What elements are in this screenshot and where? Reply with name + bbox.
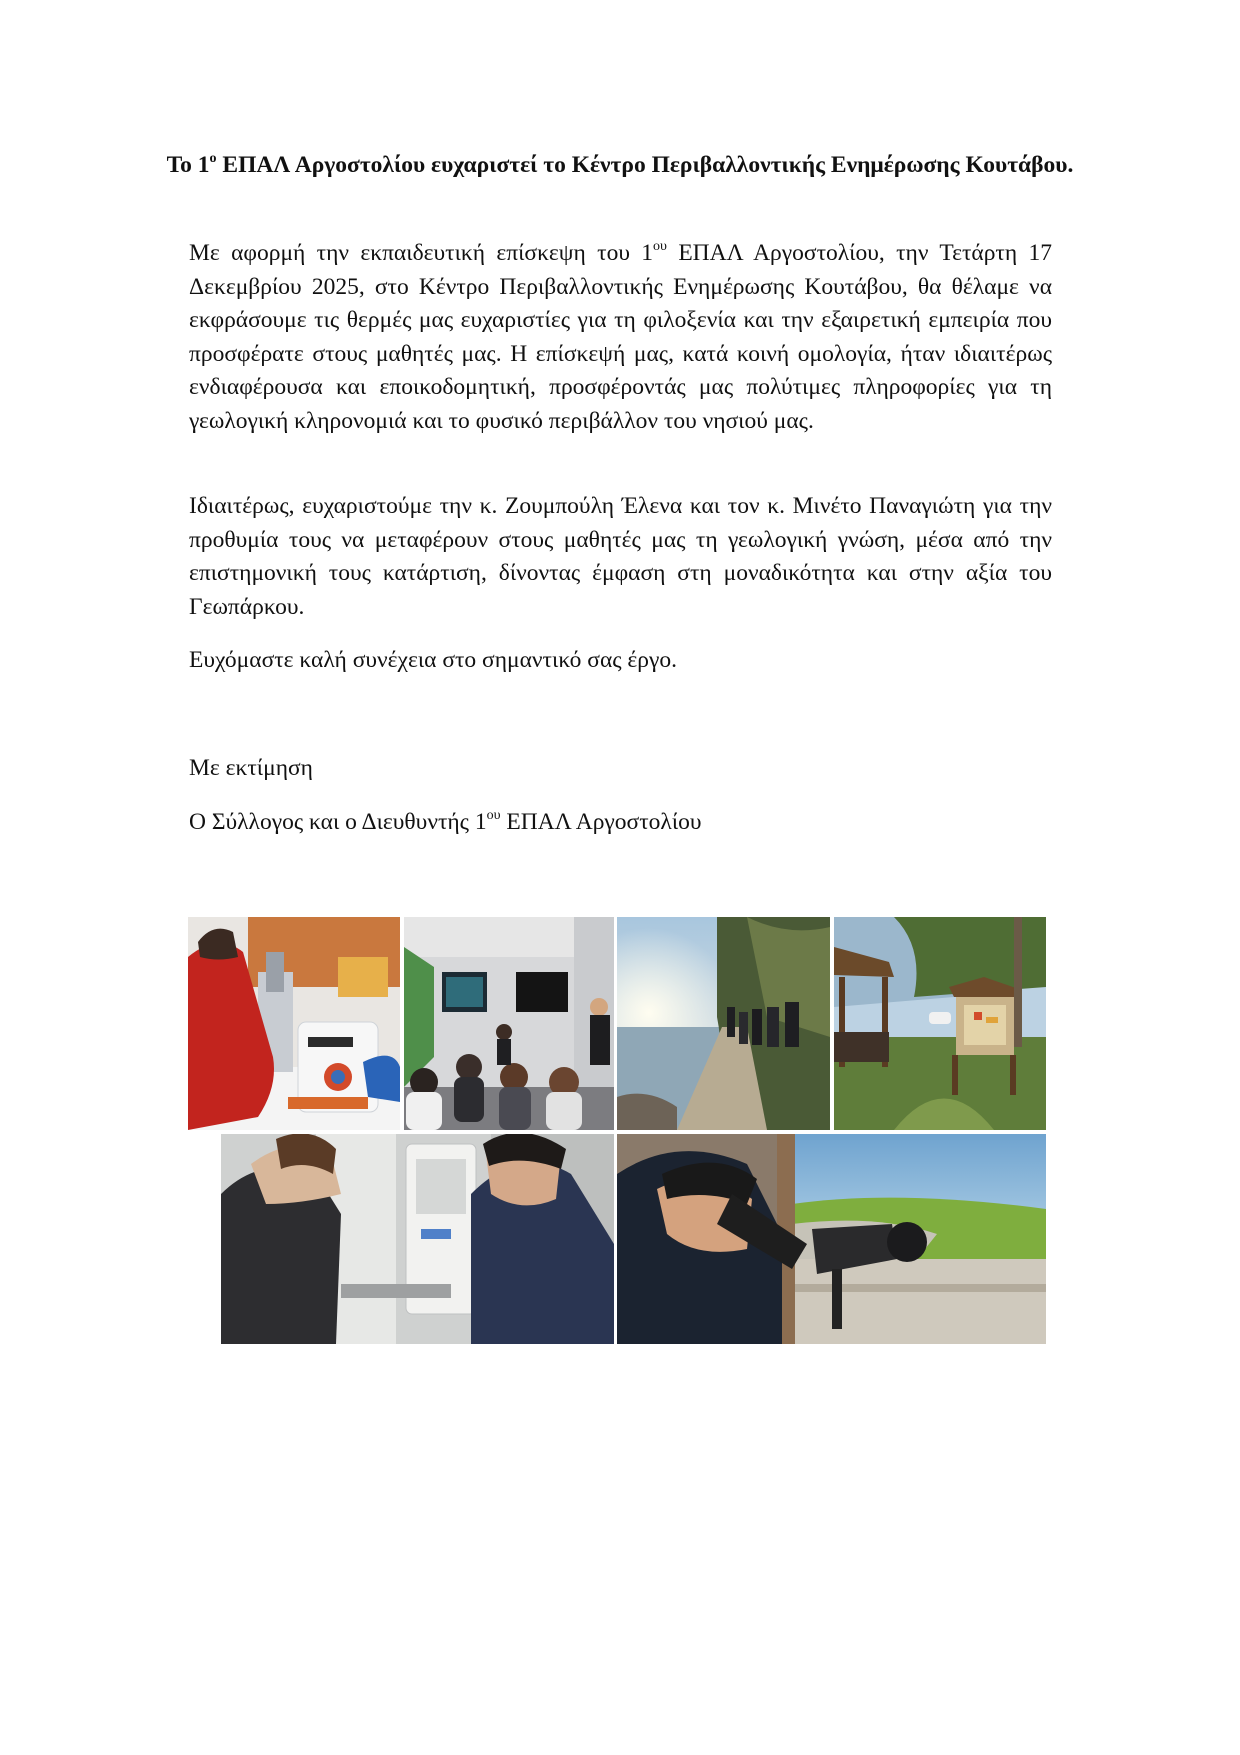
photo-interactive-screens	[221, 1134, 614, 1344]
photo-presentation-room	[404, 917, 614, 1130]
photo-kiosk-park	[834, 917, 1046, 1130]
photo-microscope-lab	[188, 917, 400, 1130]
closing-line: Με εκτίμηση	[189, 755, 313, 781]
signature-superscript: ου	[486, 808, 501, 824]
paragraph-thanks: Ιδιαιτέρως, ευχαριστούμε την κ. Ζουμπούλη Έλενα και τον κ. Μινέτο Παναγιώτη για την προθυμία τους να μεταφέρουν στους μαθητές μας τη γεωλογική γνώση, μέσα από την επιστημονική τους κατάρτιση, δίνοντας έμφαση στη μοναδικότητα και στην αξία του Γεωπάρκου.	[189, 493, 1052, 620]
signature-line	[189, 806, 1052, 840]
photo-lakeside-walk	[617, 917, 830, 1130]
paragraph-wishes: Ευχόμαστε καλή συνέχεια στο σημαντικό σας έργο.	[189, 647, 678, 673]
title-text-2: ΕΠΑΛ Αργοστολίου ευχαριστεί το Κέντρο Περιβαλλοντικής Ενημέρωσης Κουτάβου.	[216, 152, 1074, 178]
letter-title	[160, 149, 1080, 182]
title-superscript: ο	[209, 151, 217, 167]
paragraph-visit-superscript: ου	[653, 239, 667, 255]
signature-text-2: ΕΠΑΛ Αργοστολίου	[500, 809, 702, 835]
paragraph-visit	[189, 237, 1052, 438]
paragraph-visit-text-2: ΕΠΑΛ Αργοστολίου, την Τετάρτη 17 Δεκεμβρίου 2025, στο Κέντρο Περιβαλλοντικής Ενημέρωσης Κουτάβου, θα θέλαμε να εκφράσουμε τις θερμές μας ευχαριστίες για τη φιλοξενία και την εξαιρετική εμπειρία που προσφέρατε στους μαθητές μας. Η επίσκεψή μας, κατά κοινή ομολογία, ήταν ιδιαιτέρως ενδιαφέρουσα και εποικοδομητική, προσφέροντάς μας πολύτιμες πληροφορίες για τη γεωλογική κληρονομιά και το φυσικό περιβάλλον του νησιού μας.	[189, 240, 1052, 434]
title-text-1: Το 1	[166, 152, 210, 178]
paragraph-visit-text-1: Με αφορμή την εκπαιδευτική επίσκεψη του 1	[189, 240, 654, 266]
photo-telescope-lake	[617, 1134, 1046, 1344]
signature-text-1: Ο Σύλλογος και ο Διευθυντής 1	[189, 809, 487, 835]
